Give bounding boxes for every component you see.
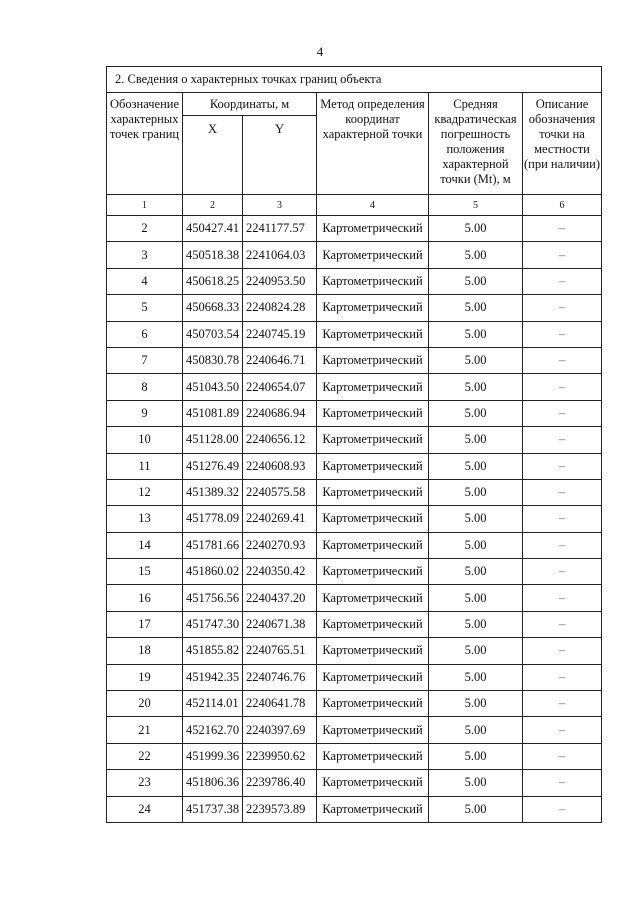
point-number-cell: 10	[107, 427, 183, 453]
point-number-cell: 17	[107, 611, 183, 637]
header-description: Описание обозначения точки на местности (при наличии)	[523, 93, 602, 195]
error-cell: 5.00	[429, 770, 523, 796]
point-number-cell: 13	[107, 506, 183, 532]
error-cell: 5.00	[429, 374, 523, 400]
description-cell: –	[523, 559, 602, 585]
boundary-points-table	[106, 66, 602, 823]
column-number: 5	[429, 195, 523, 216]
method-cell: Картометрический	[317, 585, 429, 611]
coordinate-x-cell: 451860.02	[183, 559, 243, 585]
table-row	[107, 717, 602, 743]
coordinate-y-cell: 2240437.20	[243, 585, 317, 611]
coordinate-x-cell: 451855.82	[183, 638, 243, 664]
description-cell: –	[523, 770, 602, 796]
point-number-cell: 23	[107, 770, 183, 796]
error-cell: 5.00	[429, 717, 523, 743]
error-cell: 5.00	[429, 427, 523, 453]
point-number-cell: 24	[107, 796, 183, 822]
point-number-cell: 19	[107, 664, 183, 690]
table-row	[107, 664, 602, 690]
error-cell: 5.00	[429, 242, 523, 268]
coordinate-y-cell: 2241177.57	[243, 216, 317, 242]
coordinate-y-cell: 2239786.40	[243, 770, 317, 796]
error-cell: 5.00	[429, 479, 523, 505]
point-number-cell: 15	[107, 559, 183, 585]
description-cell: –	[523, 506, 602, 532]
error-cell: 5.00	[429, 611, 523, 637]
table-row	[107, 453, 602, 479]
page-number: 4	[316, 44, 324, 59]
table-row	[107, 268, 602, 294]
description-cell: –	[523, 479, 602, 505]
coordinate-x-cell: 451806.36	[183, 770, 243, 796]
description-cell: –	[523, 532, 602, 558]
method-cell: Картометрический	[317, 427, 429, 453]
method-cell: Картометрический	[317, 268, 429, 294]
coordinate-y-cell: 2240641.78	[243, 691, 317, 717]
point-number-cell: 18	[107, 638, 183, 664]
method-cell: Картометрический	[317, 295, 429, 321]
point-number-cell: 7	[107, 347, 183, 373]
section-title: 2. Сведения о характерных точках границ объекта	[107, 67, 602, 93]
coordinate-y-cell: 2240656.12	[243, 427, 317, 453]
coordinate-x-cell: 450703.54	[183, 321, 243, 347]
coordinate-x-cell: 450518.38	[183, 242, 243, 268]
coordinate-x-cell: 451128.00	[183, 427, 243, 453]
table-row	[107, 585, 602, 611]
table-row	[107, 242, 602, 268]
point-number-cell: 6	[107, 321, 183, 347]
point-number-cell: 9	[107, 400, 183, 426]
point-number-cell: 11	[107, 453, 183, 479]
description-cell: –	[523, 374, 602, 400]
description-cell: –	[523, 216, 602, 242]
column-number: 2	[183, 195, 243, 216]
method-cell: Картометрический	[317, 796, 429, 822]
table-row	[107, 216, 602, 242]
coordinate-x-cell: 451999.36	[183, 743, 243, 769]
table-row	[107, 374, 602, 400]
point-number-cell: 12	[107, 479, 183, 505]
table-row	[107, 427, 602, 453]
coordinate-x-cell: 451781.66	[183, 532, 243, 558]
description-cell: –	[523, 743, 602, 769]
description-cell: –	[523, 242, 602, 268]
coordinate-x-cell: 451747.30	[183, 611, 243, 637]
coordinate-y-cell: 2239573.89	[243, 796, 317, 822]
point-number-cell: 8	[107, 374, 183, 400]
error-cell: 5.00	[429, 453, 523, 479]
table-row	[107, 559, 602, 585]
description-cell: –	[523, 427, 602, 453]
error-cell: 5.00	[429, 216, 523, 242]
coordinate-x-cell: 451942.35	[183, 664, 243, 690]
header-coordinates: Координаты, м	[183, 93, 317, 116]
description-cell: –	[523, 400, 602, 426]
coordinate-y-cell: 2241064.03	[243, 242, 317, 268]
method-cell: Картометрический	[317, 559, 429, 585]
coordinate-y-cell: 2240350.42	[243, 559, 317, 585]
coordinate-y-cell: 2239950.62	[243, 743, 317, 769]
description-cell: –	[523, 717, 602, 743]
point-number-cell: 4	[107, 268, 183, 294]
column-number: 1	[107, 195, 183, 216]
table-row	[107, 532, 602, 558]
point-number-cell: 14	[107, 532, 183, 558]
header-x: X	[183, 116, 243, 195]
header-row	[107, 93, 602, 116]
table-row	[107, 611, 602, 637]
coordinate-x-cell: 451389.32	[183, 479, 243, 505]
error-cell: 5.00	[429, 321, 523, 347]
method-cell: Картометрический	[317, 479, 429, 505]
method-cell: Картометрический	[317, 506, 429, 532]
error-cell: 5.00	[429, 268, 523, 294]
description-cell: –	[523, 796, 602, 822]
point-number-cell: 2	[107, 216, 183, 242]
error-cell: 5.00	[429, 796, 523, 822]
column-number: 4	[317, 195, 429, 216]
coordinate-x-cell: 451756.56	[183, 585, 243, 611]
method-cell: Картометрический	[317, 532, 429, 558]
description-cell: –	[523, 295, 602, 321]
error-cell: 5.00	[429, 691, 523, 717]
description-cell: –	[523, 638, 602, 664]
point-number-cell: 21	[107, 717, 183, 743]
error-cell: 5.00	[429, 532, 523, 558]
coordinate-x-cell: 452162.70	[183, 717, 243, 743]
method-cell: Картометрический	[317, 400, 429, 426]
coordinate-y-cell: 2240270.93	[243, 532, 317, 558]
coordinate-y-cell: 2240646.71	[243, 347, 317, 373]
table-row	[107, 638, 602, 664]
header-error: Средняя квадратическая погрешность положения характерной точки (Mt), м	[429, 93, 523, 195]
error-cell: 5.00	[429, 295, 523, 321]
header-method: Метод определения координат характерной точки	[317, 93, 429, 195]
coordinate-x-cell: 450427.41	[183, 216, 243, 242]
method-cell: Картометрический	[317, 717, 429, 743]
error-cell: 5.00	[429, 559, 523, 585]
section-title-row	[107, 67, 602, 93]
coordinate-x-cell: 451276.49	[183, 453, 243, 479]
method-cell: Картометрический	[317, 453, 429, 479]
method-cell: Картометрический	[317, 242, 429, 268]
header-y: Y	[243, 116, 317, 195]
point-number-cell: 20	[107, 691, 183, 717]
method-cell: Картометрический	[317, 611, 429, 637]
error-cell: 5.00	[429, 743, 523, 769]
coordinate-x-cell: 450830.78	[183, 347, 243, 373]
description-cell: –	[523, 585, 602, 611]
point-number-cell: 22	[107, 743, 183, 769]
error-cell: 5.00	[429, 664, 523, 690]
method-cell: Картометрический	[317, 347, 429, 373]
column-number: 6	[523, 195, 602, 216]
coordinate-x-cell: 451043.50	[183, 374, 243, 400]
description-cell: –	[523, 691, 602, 717]
method-cell: Картометрический	[317, 770, 429, 796]
table-row	[107, 479, 602, 505]
coordinate-y-cell: 2240746.76	[243, 664, 317, 690]
method-cell: Картометрический	[317, 638, 429, 664]
description-cell: –	[523, 321, 602, 347]
coordinate-y-cell: 2240654.07	[243, 374, 317, 400]
table-row	[107, 321, 602, 347]
coordinate-y-cell: 2240608.93	[243, 453, 317, 479]
point-number-cell: 3	[107, 242, 183, 268]
coordinate-y-cell: 2240397.69	[243, 717, 317, 743]
coordinate-x-cell: 450618.25	[183, 268, 243, 294]
coordinate-y-cell: 2240686.94	[243, 400, 317, 426]
point-number-cell: 16	[107, 585, 183, 611]
method-cell: Картометрический	[317, 743, 429, 769]
coordinate-y-cell: 2240745.19	[243, 321, 317, 347]
description-cell: –	[523, 611, 602, 637]
method-cell: Картометрический	[317, 664, 429, 690]
coordinate-x-cell: 451081.89	[183, 400, 243, 426]
table-row	[107, 295, 602, 321]
error-cell: 5.00	[429, 400, 523, 426]
table-row	[107, 691, 602, 717]
table-row	[107, 743, 602, 769]
header-designation: Обозначение характерных точек границ	[107, 93, 183, 195]
coordinate-y-cell: 2240575.58	[243, 479, 317, 505]
method-cell: Картометрический	[317, 321, 429, 347]
coordinate-y-cell: 2240269.41	[243, 506, 317, 532]
description-cell: –	[523, 347, 602, 373]
table-row	[107, 347, 602, 373]
table-row	[107, 506, 602, 532]
error-cell: 5.00	[429, 506, 523, 532]
table-row	[107, 770, 602, 796]
point-number-cell: 5	[107, 295, 183, 321]
table-row	[107, 796, 602, 822]
method-cell: Картометрический	[317, 374, 429, 400]
error-cell: 5.00	[429, 638, 523, 664]
column-number: 3	[243, 195, 317, 216]
method-cell: Картометрический	[317, 216, 429, 242]
description-cell: –	[523, 453, 602, 479]
coordinate-y-cell: 2240671.38	[243, 611, 317, 637]
coordinate-x-cell: 451737.38	[183, 796, 243, 822]
method-cell: Картометрический	[317, 691, 429, 717]
coordinate-y-cell: 2240953.50	[243, 268, 317, 294]
coordinate-y-cell: 2240824.28	[243, 295, 317, 321]
error-cell: 5.00	[429, 585, 523, 611]
error-cell: 5.00	[429, 347, 523, 373]
coordinate-x-cell: 451778.09	[183, 506, 243, 532]
coordinate-x-cell: 452114.01	[183, 691, 243, 717]
description-cell: –	[523, 664, 602, 690]
coordinate-y-cell: 2240765.51	[243, 638, 317, 664]
table-row	[107, 400, 602, 426]
column-number-row	[107, 195, 602, 216]
coordinate-x-cell: 450668.33	[183, 295, 243, 321]
description-cell: –	[523, 268, 602, 294]
